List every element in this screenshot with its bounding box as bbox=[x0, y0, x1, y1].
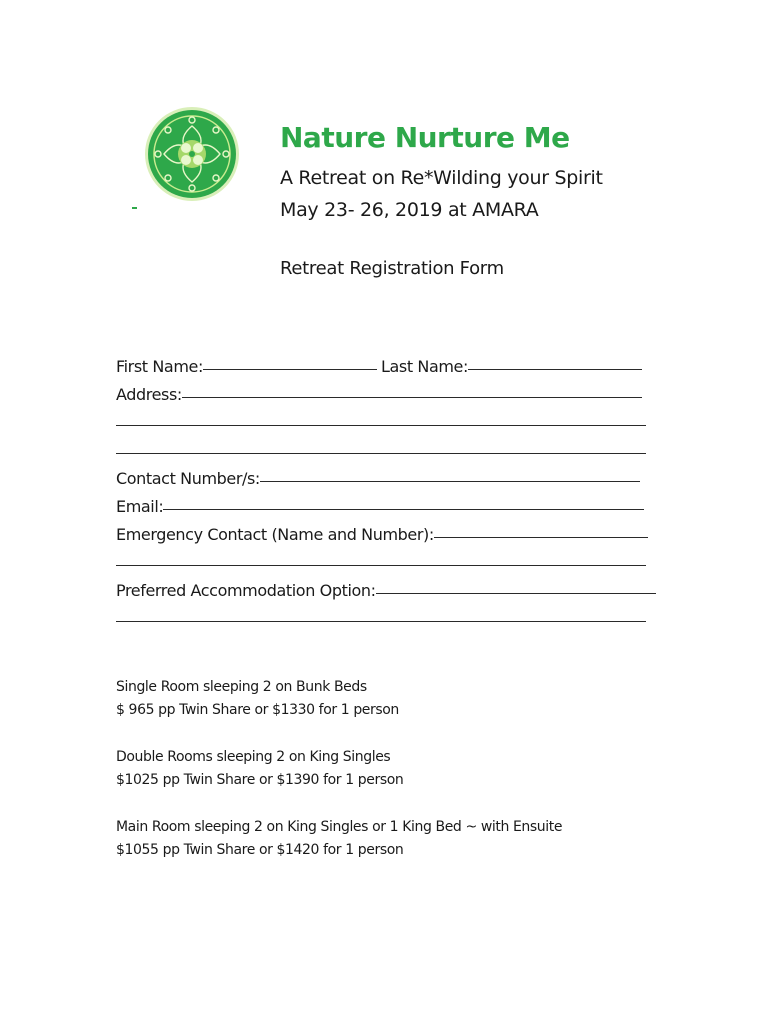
header bbox=[280, 120, 603, 226]
page-title: Nature Nurture Me bbox=[280, 121, 570, 154]
option-price: $1025 pp Twin Share or $1390 for 1 person bbox=[116, 772, 404, 788]
last-name-field[interactable] bbox=[468, 368, 642, 370]
accommodation-label: Preferred Accommodation Option: bbox=[116, 581, 376, 600]
email-label: Email: bbox=[116, 497, 164, 516]
address-field-line-2[interactable] bbox=[116, 424, 646, 426]
emergency-line-2 bbox=[116, 544, 656, 572]
decorative-dot bbox=[132, 207, 137, 209]
address-line-2 bbox=[116, 404, 656, 432]
option-item bbox=[116, 746, 562, 792]
form-title: Retreat Registration Form bbox=[280, 258, 504, 279]
contact-row bbox=[116, 460, 656, 488]
emergency-row bbox=[116, 516, 656, 544]
option-item bbox=[116, 676, 562, 722]
accommodation-field[interactable] bbox=[376, 592, 656, 594]
name-row bbox=[116, 348, 656, 376]
address-field[interactable] bbox=[182, 396, 642, 398]
option-item bbox=[116, 816, 562, 862]
address-line-3 bbox=[116, 432, 656, 460]
address-row bbox=[116, 376, 656, 404]
contact-numbers-field[interactable] bbox=[260, 480, 640, 482]
email-row bbox=[116, 488, 656, 516]
address-label: Address: bbox=[116, 385, 182, 404]
first-name-field[interactable] bbox=[203, 368, 377, 370]
accommodation-row bbox=[116, 572, 656, 600]
accommodation-options bbox=[116, 676, 562, 886]
emergency-contact-field-line-2[interactable] bbox=[116, 564, 646, 566]
emergency-contact-label: Emergency Contact (Name and Number): bbox=[116, 525, 434, 544]
email-field[interactable] bbox=[163, 508, 644, 510]
contact-numbers-label: Contact Number/s: bbox=[116, 469, 260, 488]
mandala-logo-icon bbox=[144, 106, 240, 202]
option-name: Double Rooms sleeping 2 on King Singles bbox=[116, 749, 391, 765]
option-price: $ 965 pp Twin Share or $1330 for 1 person bbox=[116, 702, 399, 718]
accommodation-field-line-2[interactable] bbox=[116, 620, 646, 622]
option-name: Single Room sleeping 2 on Bunk Beds bbox=[116, 679, 367, 695]
option-name: Main Room sleeping 2 on King Singles or 1 King Bed ~ with Ensuite bbox=[116, 819, 563, 835]
option-price: $1055 pp Twin Share or $1420 for 1 person bbox=[116, 842, 404, 858]
accommodation-line-2 bbox=[116, 600, 656, 628]
last-name-label: Last Name: bbox=[380, 357, 468, 376]
registration-fields bbox=[116, 348, 656, 628]
subtitle: A Retreat on Re*Wilding your Spirit bbox=[280, 167, 603, 189]
event-dates: May 23- 26, 2019 at AMARA bbox=[280, 199, 539, 221]
address-field-line-3[interactable] bbox=[116, 452, 646, 454]
emergency-contact-field[interactable] bbox=[434, 536, 648, 538]
first-name-label: First Name: bbox=[116, 357, 203, 376]
